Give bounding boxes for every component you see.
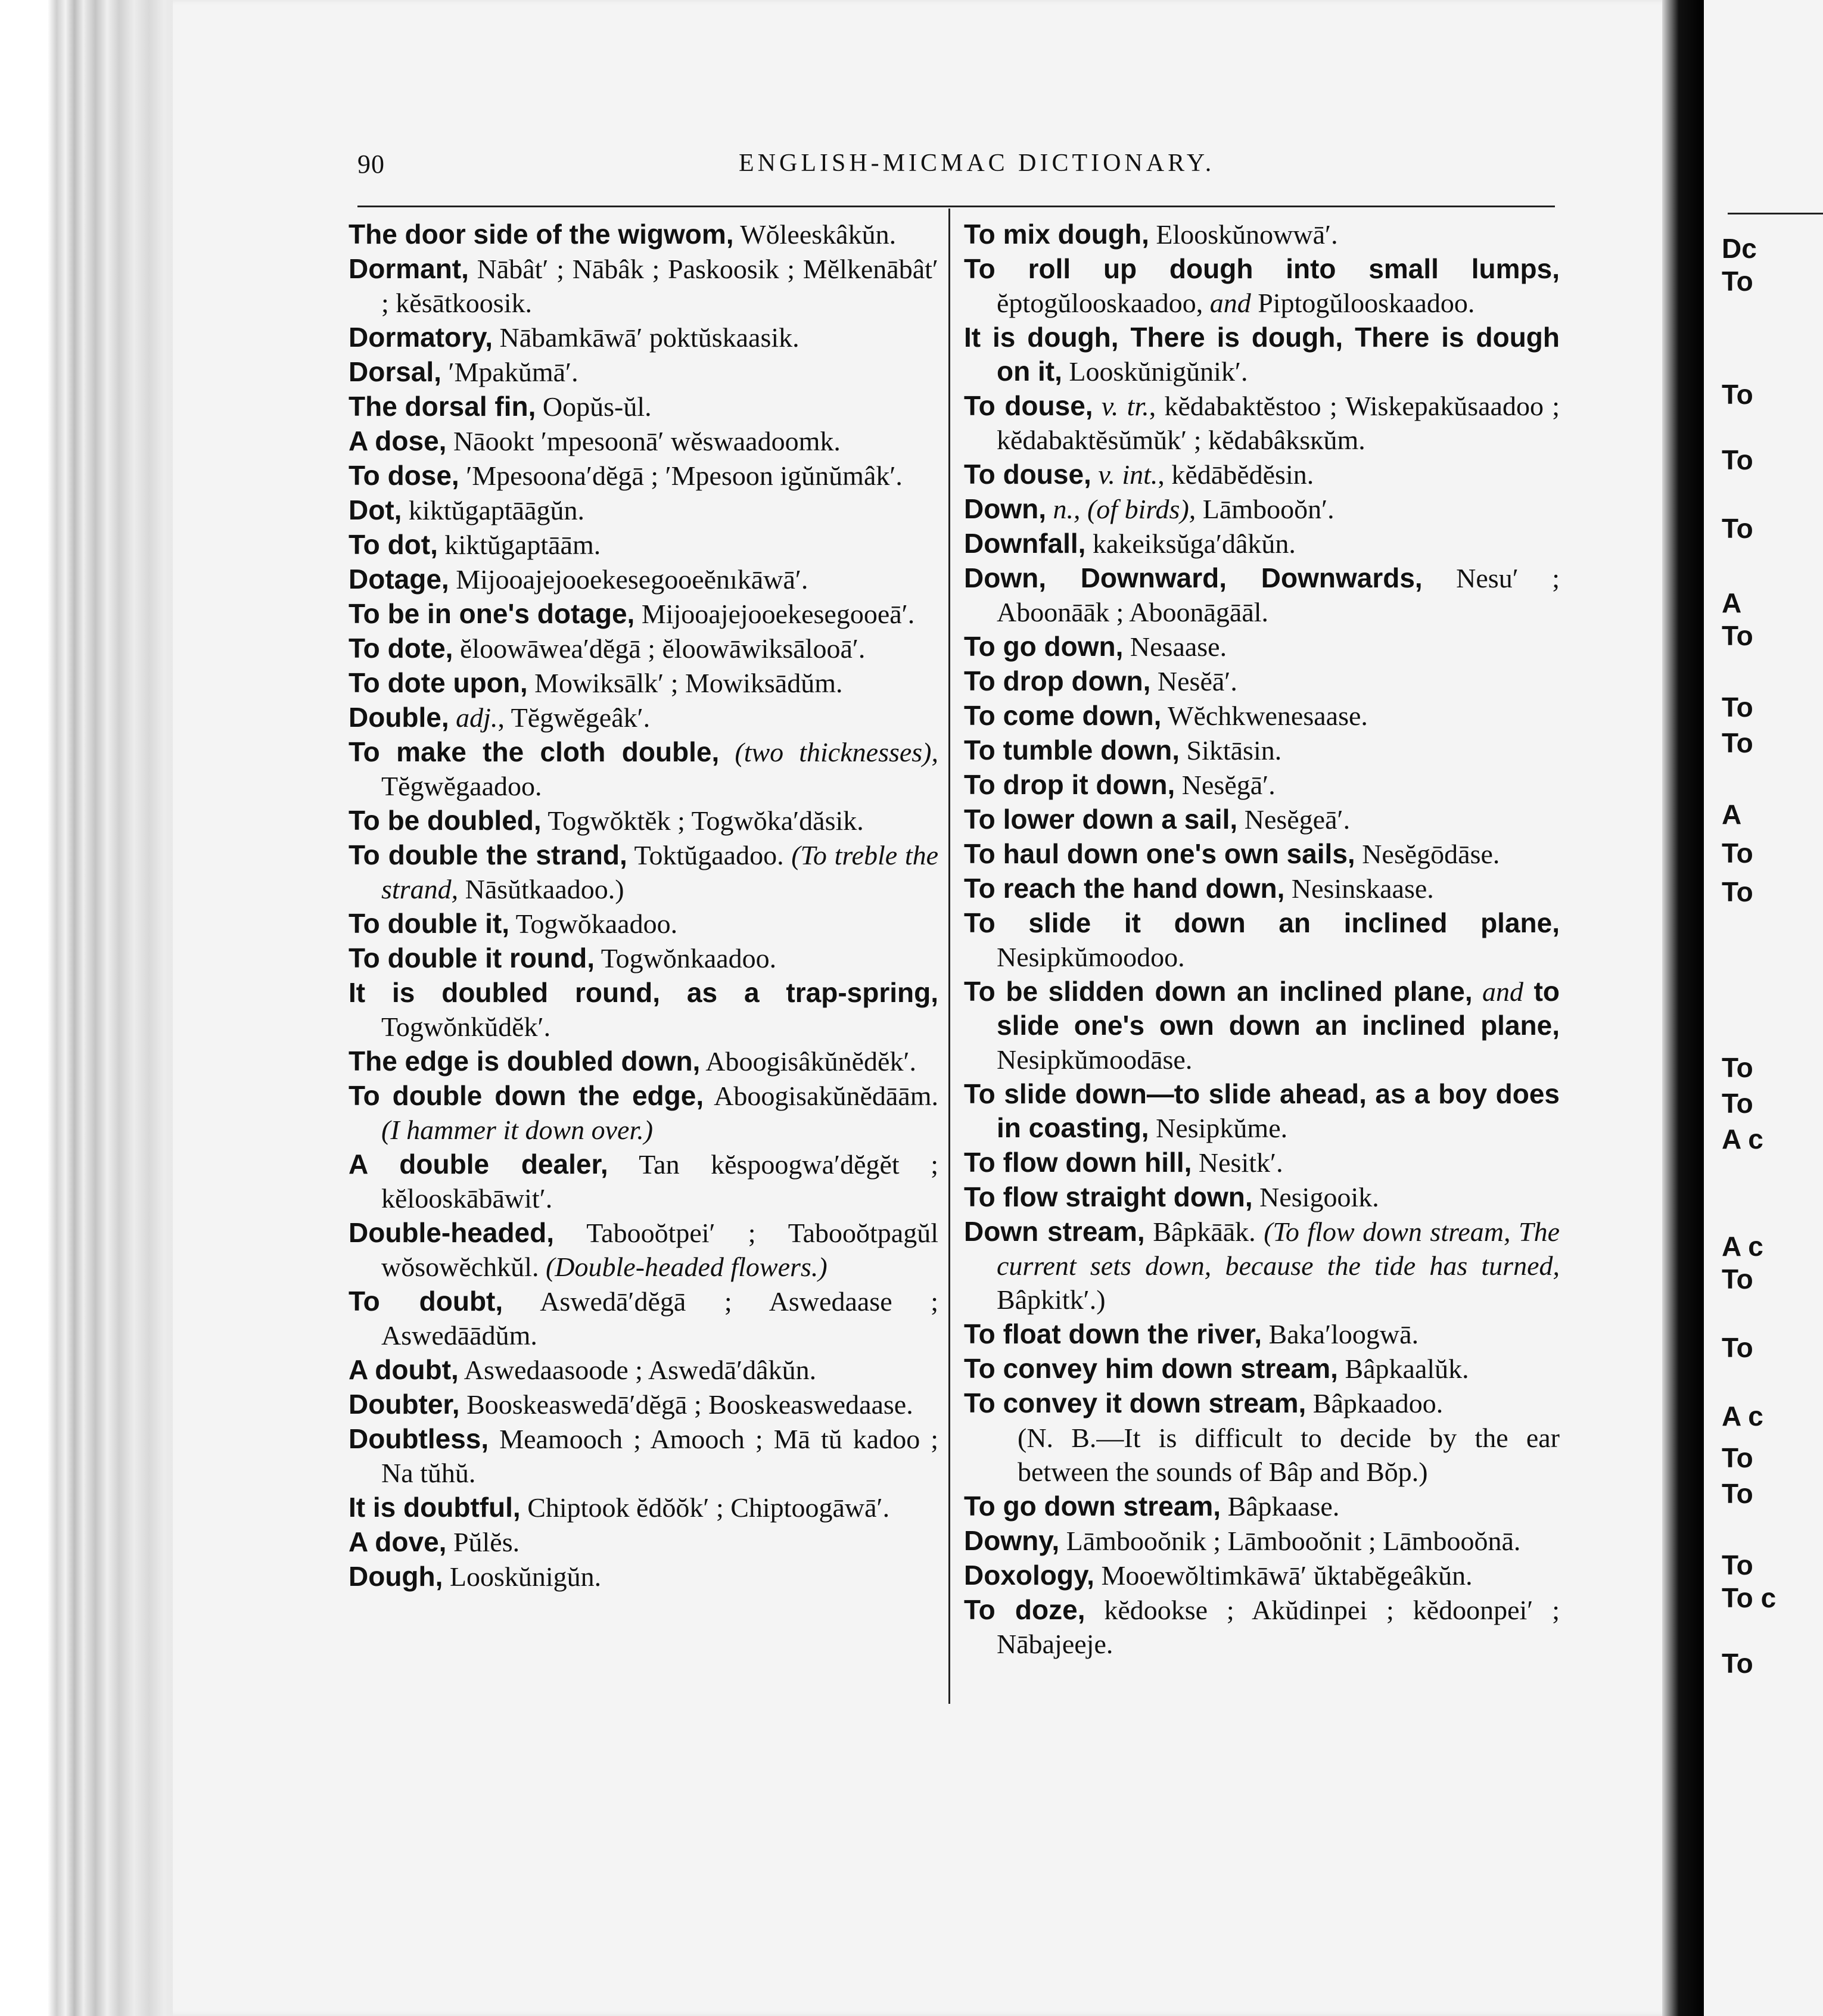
entry-headword: To convey it down stream, xyxy=(964,1387,1306,1418)
left-column xyxy=(349,217,938,1594)
dictionary-entry xyxy=(349,1044,938,1078)
entry-definition: Nesĕā′. xyxy=(1150,666,1237,696)
entry-headword: It is dough, There is dough, There is dough on it, xyxy=(964,322,1560,387)
dictionary-entry xyxy=(349,217,938,251)
facing-page-fragment-text: To xyxy=(1722,1332,1753,1363)
facing-page-fragment-text: A c xyxy=(1722,1124,1763,1155)
entry-italic-note: v. int. xyxy=(1098,459,1158,490)
entry-headword: To convey him down stream, xyxy=(964,1353,1338,1384)
entry-definition: Tabooŏtpei′ ; Tabooŏtpagŭl wŏsowĕchkŭl. xyxy=(381,1218,938,1282)
entry-italic-note: and xyxy=(1209,288,1251,318)
book-gutter xyxy=(1662,0,1704,2016)
entry-definition: Nābamkāwā′ poktŭskaasik. xyxy=(492,322,799,353)
entry-italic-note: (To flow down stream, The current sets down, because the tide has turned, xyxy=(997,1217,1560,1281)
entry-definition: , kĕdabaktĕstoo ; Wiskepakŭsaadoo ; kĕdabaktĕsŭmŭk′ ; kĕdabâksкŭm. xyxy=(997,391,1560,455)
entry-headword: To make the cloth double, xyxy=(349,736,720,767)
facing-page-fragment-text: To xyxy=(1722,1550,1753,1581)
dictionary-entry xyxy=(349,493,938,527)
entry-definition: Piptogŭlooskaadoo. xyxy=(1250,288,1475,318)
entry-definition: Nesu′ ; Aboonāāk ; Aboonāgāāl. xyxy=(997,563,1560,627)
dictionary-entry xyxy=(349,1284,938,1352)
dictionary-entry xyxy=(964,1386,1560,1420)
entry-definition: Looskŭnigŭnik′. xyxy=(1062,356,1248,387)
dictionary-entry xyxy=(964,527,1560,561)
entry-headword: To drop down, xyxy=(964,665,1151,696)
facing-page-fragment-text: To xyxy=(1722,379,1753,410)
dictionary-entry xyxy=(349,597,938,631)
right-column xyxy=(964,217,1560,1662)
entry-definition: Baka′loogwā. xyxy=(1262,1319,1419,1349)
dictionary-entry xyxy=(964,1146,1560,1180)
dictionary-entry xyxy=(964,837,1560,871)
entry-definition: ĕptogŭlooskaadoo, xyxy=(997,288,1210,318)
facing-page-fragment-text: To xyxy=(1722,1648,1753,1679)
dictionary-entry xyxy=(964,733,1560,767)
dictionary-entry xyxy=(964,1352,1560,1386)
entry-italic-note: adj. xyxy=(456,702,498,733)
entry-italic-note: v. tr. xyxy=(1101,391,1149,421)
entry-headword: A doubt, xyxy=(349,1354,459,1385)
dictionary-entry xyxy=(349,1422,938,1490)
dictionary-entry xyxy=(964,664,1560,698)
dictionary-entry xyxy=(964,217,1560,251)
facing-page-rule xyxy=(1728,213,1823,214)
dictionary-entry xyxy=(964,1524,1560,1558)
entry-italic-note: (two thicknesses), xyxy=(735,737,939,767)
entry-definition: Mijooajejooekesegooeā′. xyxy=(634,599,915,629)
entry-definition: Wŏleeskâkŭn. xyxy=(733,219,897,250)
entry-headword: Down, xyxy=(964,493,1046,524)
entry-italic-note: and xyxy=(1482,976,1523,1007)
entry-headword: To slide down—to slide ahead, as a boy does in coasting, xyxy=(964,1078,1560,1143)
entry-headword: To reach the hand down, xyxy=(964,873,1285,904)
entry-definition: Mijooajejooekesegooeĕnıkāwā′. xyxy=(449,564,808,595)
dictionary-entry xyxy=(964,630,1560,664)
dictionary-entry xyxy=(349,976,938,1044)
entry-headword: It is doubled round, as a trap-spring, xyxy=(349,977,938,1008)
entry-headword: To dote, xyxy=(349,633,453,664)
entry-definition xyxy=(1046,494,1053,524)
entry-headword: Dot, xyxy=(349,494,402,525)
entry-definition: Wĕchkwenesaase. xyxy=(1161,701,1368,731)
entry-definition: Nāsŭtkaadoo.) xyxy=(458,874,624,904)
running-head: ENGLISH-MICMAC DICTIONARY. xyxy=(739,150,1215,177)
entry-headword: To flow straight down, xyxy=(964,1181,1253,1212)
facing-page-fragment-text: To xyxy=(1722,1052,1753,1083)
entry-headword: To dote upon, xyxy=(349,667,528,698)
facing-page-fragment-text: To xyxy=(1722,1442,1753,1473)
entry-italic-note: n., (of birds), xyxy=(1053,494,1196,524)
facing-page-fragment-text: To xyxy=(1722,727,1753,758)
entry-definition: Toktŭgaadoo. xyxy=(627,840,792,870)
entry-definition: Nāookt ′mpesoonā′ wĕswaadoomk. xyxy=(446,426,841,456)
book-spine-page-edges xyxy=(0,0,179,2016)
entry-italic-note: (To treble the strand, xyxy=(381,840,939,904)
entry-definition xyxy=(1093,391,1102,421)
column-divider xyxy=(948,209,950,1704)
facing-page-fragment xyxy=(1704,0,1823,2016)
entry-definition: Aswedaasoode ; Aswedā′dâkŭn. xyxy=(458,1355,817,1385)
entry-headword: Double, xyxy=(349,702,449,733)
facing-page-fragment-text: To xyxy=(1722,444,1753,475)
entry-headword: Dotage, xyxy=(349,564,449,595)
facing-page-fragment-text: To xyxy=(1722,1088,1753,1119)
entry-definition: kakeiksŭga′dâkŭn. xyxy=(1085,528,1296,559)
entry-headword: Doubtless, xyxy=(349,1423,489,1454)
facing-page-fragment-text: Dc xyxy=(1722,233,1757,264)
entry-headword: Dormatory, xyxy=(349,322,493,353)
entry-definition: Bâpkaase. xyxy=(1221,1491,1340,1522)
dictionary-entry xyxy=(964,1317,1560,1351)
entry-headword: To be slidden down an inclined plane, xyxy=(964,976,1473,1007)
entry-definition xyxy=(1473,976,1482,1007)
entry-note: (N. B.—It is difficult to decide by the ear between the sounds of Bâp and Bŏp.) xyxy=(1018,1423,1560,1487)
facing-page-fragment-text: To xyxy=(1722,513,1753,544)
dictionary-entry xyxy=(349,424,938,458)
dictionary-entry xyxy=(349,390,938,424)
entry-definition: Togwŏnkaadoo. xyxy=(595,943,777,973)
entry-definition: ′Mpakŭmā′. xyxy=(441,357,578,387)
dictionary-entry xyxy=(964,492,1560,526)
entry-headword: To dose, xyxy=(349,460,459,491)
entry-headword: Dough, xyxy=(349,1561,443,1592)
entry-definition: kiktŭgaptāām. xyxy=(437,530,601,560)
page-number: 90 xyxy=(357,150,385,179)
dictionary-entry xyxy=(964,458,1560,491)
dictionary-entry xyxy=(964,1593,1560,1661)
entry-headword: To mix dough, xyxy=(964,219,1149,250)
entry-definition: Lāmbooŏnik ; Lāmbooŏnit ; Lāmbooŏnā. xyxy=(1059,1526,1521,1556)
entry-headword: To douse, xyxy=(964,459,1091,490)
dictionary-entry xyxy=(964,906,1560,974)
entry-definition: Bâpkaalŭk. xyxy=(1337,1354,1469,1384)
facing-page-fragment-text: To xyxy=(1722,620,1753,651)
dictionary-entry xyxy=(349,1216,938,1284)
entry-headword: To roll up dough into small lumps, xyxy=(964,253,1560,284)
entry-definition: Aswedā′dĕgā ; Aswedaase ; Aswedāādŭm. xyxy=(381,1286,938,1351)
entry-headword: To double the strand, xyxy=(349,839,627,870)
entry-definition: Booskeaswedā′dĕgā ; Booskeaswedaase. xyxy=(459,1389,913,1420)
entry-definition: Chiptook ĕdŏŏk′ ; Chiptoogāwā′. xyxy=(520,1492,890,1523)
entry-definition: Nesipkŭme. xyxy=(1149,1113,1288,1143)
entry-definition: Nesipkŭmoodāse. xyxy=(997,1044,1193,1075)
entry-definition: ĕloowāwea′dĕgā ; ĕloowāwiksālooā′. xyxy=(453,633,866,664)
entry-definition xyxy=(719,737,735,767)
entry-headword: A dose, xyxy=(349,425,447,456)
entry-definition: ′Mpesoona′dĕgā ; ′Mpesoon igŭnŭmâk′. xyxy=(459,461,903,491)
entry-headword: To come down, xyxy=(964,700,1162,731)
entry-headword: Dorsal, xyxy=(349,356,441,387)
entry-definition: Oopŭs-ŭl. xyxy=(536,391,652,422)
entry-headword: Dormant, xyxy=(349,253,469,284)
entry-definition: Mowiksālk′ ; Mowiksādŭm. xyxy=(527,668,843,698)
entry-headword: To double down the edge, xyxy=(349,1080,704,1111)
entry-definition: Tan kĕspoogwa′dĕgĕt ; kĕlooskābāwit′. xyxy=(381,1149,938,1214)
facing-page-fragment-text: To c xyxy=(1722,1582,1777,1613)
entry-headword: To go down stream, xyxy=(964,1491,1221,1522)
entry-definition: kĕdookse ; Akŭdinpei ; kĕdoonpei′ ; Nābajeeje. xyxy=(997,1595,1560,1659)
entry-headword: Double-headed, xyxy=(349,1217,555,1248)
dictionary-entry xyxy=(349,701,938,735)
page-header xyxy=(357,149,1549,191)
dictionary-entry xyxy=(349,459,938,493)
facing-page-fragment-text: A xyxy=(1722,587,1742,618)
dictionary-entry xyxy=(349,1079,938,1147)
facing-page-fragment-text: To xyxy=(1722,1264,1753,1295)
entry-headword: Doxology, xyxy=(964,1560,1094,1591)
entry-headword: A double dealer, xyxy=(349,1149,608,1180)
dictionary-entry xyxy=(349,1491,938,1525)
facing-page-fragment-text: To xyxy=(1722,838,1753,869)
dictionary-entry xyxy=(349,1525,938,1559)
entry-definition: Bâpkāāk. xyxy=(1144,1217,1264,1247)
dictionary-entry xyxy=(964,975,1560,1077)
entry-headword: To be doubled, xyxy=(349,805,542,836)
entry-definition: Elooskŭnowwā′. xyxy=(1149,219,1338,250)
dictionary-entry xyxy=(964,872,1560,906)
facing-page-fragment-text: To xyxy=(1722,266,1753,297)
entry-headword: to slide one's own down an inclined plane, xyxy=(997,976,1560,1041)
facing-page-fragment-text: To xyxy=(1722,1478,1753,1509)
facing-page-fragment-text: A c xyxy=(1722,1231,1763,1262)
entry-definition: Nesigooik. xyxy=(1252,1182,1379,1212)
dictionary-entry xyxy=(964,768,1560,802)
facing-page-fragment-text: A xyxy=(1722,799,1742,830)
dictionary-entry xyxy=(349,1387,938,1421)
dictionary-entry xyxy=(349,631,938,665)
entry-definition xyxy=(449,702,456,733)
entry-definition: Meamooch ; Amooch ; Mā tŭ kadoo ; Na tŭhŭ. xyxy=(381,1424,938,1488)
entry-definition: Aboogisakŭnĕdāām. xyxy=(704,1081,938,1111)
facing-page-fragment-text: To xyxy=(1722,876,1753,907)
facing-page-fragment-text: A c xyxy=(1722,1401,1763,1432)
entry-definition: Bâpkaadoo. xyxy=(1306,1388,1444,1418)
entry-headword: To tumble down, xyxy=(964,735,1180,766)
entry-definition: Pŭlĕs. xyxy=(446,1527,520,1557)
entry-headword: To double it round, xyxy=(349,942,595,973)
entry-headword: To lower down a sail, xyxy=(964,804,1238,835)
entry-headword: To flow down hill, xyxy=(964,1147,1192,1178)
dictionary-entry xyxy=(964,1489,1560,1523)
dictionary-entry xyxy=(349,1560,938,1594)
entry-definition: Siktāsin. xyxy=(1179,735,1282,766)
dictionary-entry xyxy=(349,1147,938,1215)
dictionary-entry xyxy=(964,802,1560,836)
entry-headword: The dorsal fin, xyxy=(349,391,536,422)
header-rule xyxy=(357,206,1555,207)
entry-headword: Down stream, xyxy=(964,1216,1145,1247)
entry-italic-note: (I hammer it down over.) xyxy=(381,1115,654,1145)
dictionary-entry xyxy=(964,389,1560,457)
dictionary-entry xyxy=(964,699,1560,733)
entry-definition: Nesinskaase. xyxy=(1284,873,1434,904)
dictionary-entry xyxy=(349,355,938,389)
entry-headword: To double it, xyxy=(349,908,509,939)
entry-definition: Looskŭnigŭn. xyxy=(443,1561,602,1592)
dictionary-entry xyxy=(349,528,938,562)
dictionary-entry xyxy=(964,1077,1560,1145)
entry-definition: Nesipkŭmoodoo. xyxy=(997,942,1185,972)
dictionary-entry xyxy=(964,1558,1560,1592)
entry-headword: Down, Downward, Downwards, xyxy=(964,562,1423,593)
entry-headword: To be in one's dotage, xyxy=(349,598,635,629)
entry-headword: To douse, xyxy=(964,390,1093,421)
entry-definition xyxy=(1091,459,1099,490)
entry-italic-note: (Double-headed flowers.) xyxy=(545,1252,827,1282)
entry-definition: Bâpkitk′.) xyxy=(997,1284,1106,1315)
entry-definition: Togwŏkaadoo. xyxy=(509,909,678,939)
dictionary-entry xyxy=(349,666,938,700)
dictionary-entry xyxy=(964,1421,1560,1489)
entry-definition: Nesĕgōdāse. xyxy=(1355,839,1500,869)
entry-definition: kiktŭgaptāāgŭn. xyxy=(402,495,585,525)
dictionary-entry xyxy=(349,941,938,975)
dictionary-entry xyxy=(964,321,1560,388)
entry-definition: Togwŏktĕk ; Togwŏka′dăsik. xyxy=(541,805,864,836)
entry-definition: Nābât′ ; Nābâk ; Paskoosik ; Mĕlkenābât′ ; kĕsātkoosik. xyxy=(381,254,938,318)
entry-headword: To doze, xyxy=(964,1594,1085,1625)
entry-headword: Downy, xyxy=(964,1525,1060,1556)
entry-definition: Tĕgwĕgaadoo. xyxy=(381,771,542,801)
entry-headword: Doubter, xyxy=(349,1389,460,1420)
dictionary-entry xyxy=(349,735,938,803)
facing-page-fragment-text: To xyxy=(1722,692,1753,723)
entry-definition: Nesaase. xyxy=(1123,631,1227,662)
entry-headword: Downfall, xyxy=(964,528,1086,559)
dictionary-entry xyxy=(964,1180,1560,1214)
dictionary-entry xyxy=(964,1215,1560,1317)
entry-headword: To float down the river, xyxy=(964,1318,1262,1349)
entry-headword: A dove, xyxy=(349,1526,447,1557)
dictionary-entry xyxy=(349,804,938,838)
entry-definition: Togwŏnkŭdĕk′. xyxy=(381,1012,551,1042)
entry-definition: , Tĕgwĕgeâk′. xyxy=(497,702,651,733)
entry-headword: To drop it down, xyxy=(964,769,1175,800)
entry-headword: To doubt, xyxy=(349,1286,503,1317)
dictionary-entry xyxy=(349,562,938,596)
dictionary-entry xyxy=(349,838,938,906)
entry-headword: To haul down one's own sails, xyxy=(964,838,1355,869)
dictionary-entry xyxy=(349,907,938,941)
entry-definition: Lāmbooŏn′. xyxy=(1196,494,1334,524)
entry-headword: To dot, xyxy=(349,529,438,560)
entry-headword: It is doubtful, xyxy=(349,1492,521,1523)
entry-headword: To slide it down an inclined plane, xyxy=(964,907,1560,938)
entry-headword: The edge is doubled down, xyxy=(349,1046,701,1077)
entry-definition: , kĕdābĕdĕsin. xyxy=(1158,459,1314,490)
entry-headword: To go down, xyxy=(964,631,1124,662)
dictionary-entry xyxy=(349,321,938,354)
entry-definition: Nesĕgā′. xyxy=(1175,770,1276,800)
entry-definition: Aboogisâkŭnĕdĕk′. xyxy=(700,1046,917,1077)
dictionary-entry xyxy=(964,252,1560,320)
entry-definition: Nesĕgeā′. xyxy=(1237,804,1351,835)
entry-definition: Nesitk′. xyxy=(1192,1147,1283,1178)
dictionary-entry xyxy=(964,561,1560,629)
entry-headword: The door side of the wigwom, xyxy=(349,219,734,250)
dictionary-entry xyxy=(349,1353,938,1387)
entry-definition: Mooewŏltimkāwā′ ŭktabĕgeâkŭn. xyxy=(1094,1560,1473,1591)
dictionary-entry xyxy=(349,252,938,320)
